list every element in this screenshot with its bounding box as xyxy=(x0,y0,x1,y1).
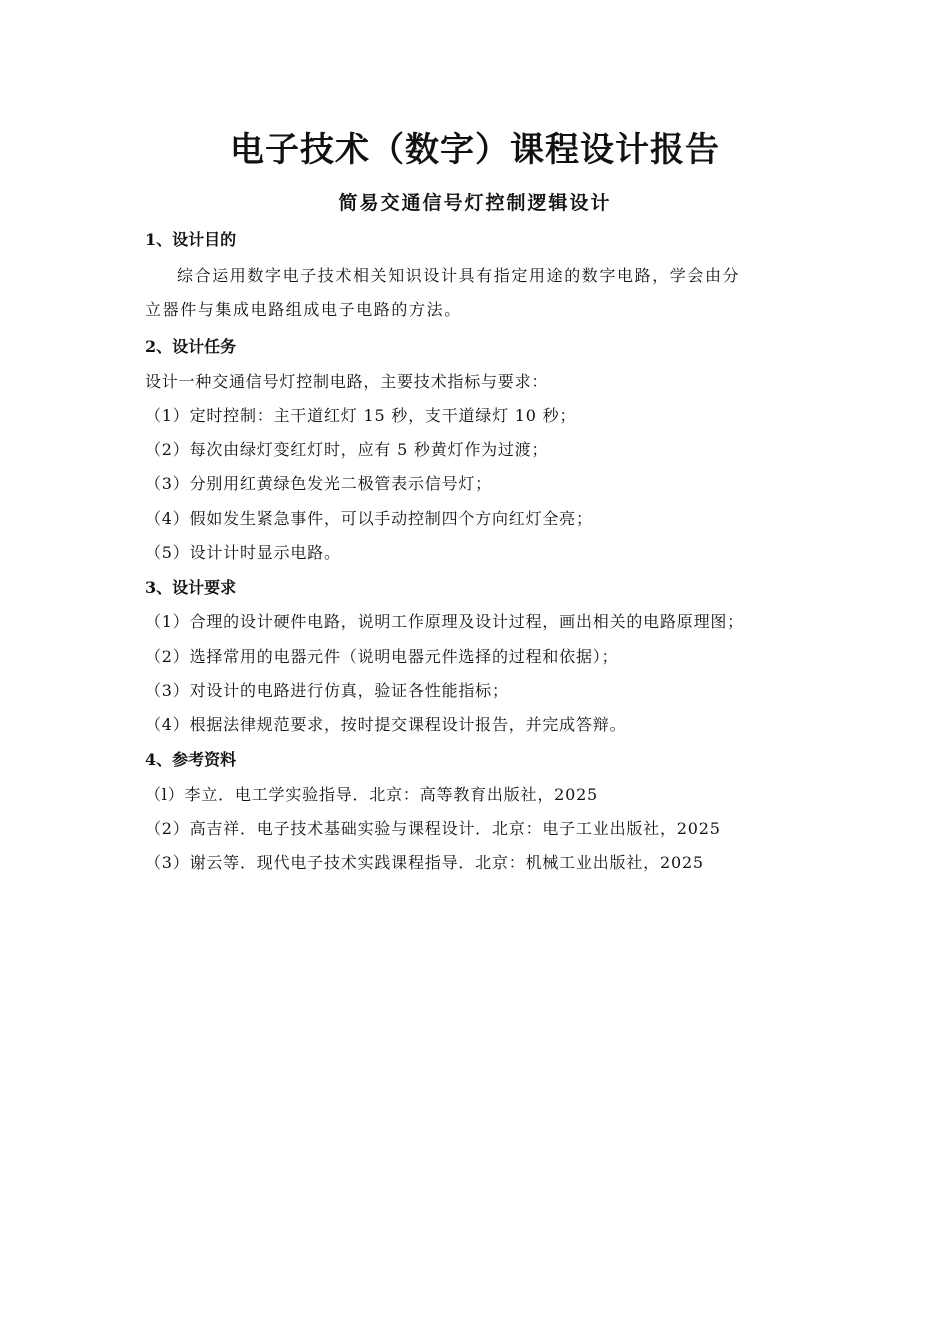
list-item: （1）合理的设计硬件电路，说明工作原理及设计过程，画出相关的电路原理图； xyxy=(145,612,744,631)
list-item: （2）每次由绿灯变红灯时，应有 5 秒黄灯作为过渡； xyxy=(145,440,549,459)
reference-item: （l）李立．电工学实验指导．北京：高等教育出版社，2025 xyxy=(145,785,599,804)
list-item: （5）设计计时显示电路。 xyxy=(145,543,341,562)
section-heading-references: 4、参考资料 xyxy=(145,750,237,769)
list-item: （3）分别用红黄绿色发光二极管表示信号灯； xyxy=(145,474,492,493)
task-intro: 设计一种交通信号灯控制电路，主要技术指标与要求： xyxy=(145,372,549,391)
list-item: （4）假如发生紧急事件，可以手动控制四个方向红灯全亮； xyxy=(145,509,593,528)
section-heading-requirements: 3、设计要求 xyxy=(145,578,237,597)
paragraph-line: 立器件与集成电路组成电子电路的方法。 xyxy=(145,300,462,319)
page-title: 电子技术（数字）课程设计报告 xyxy=(230,130,720,170)
list-item: （4）根据法律规范要求，按时提交课程设计报告，并完成答辩。 xyxy=(145,715,627,734)
section-heading-task: 2、设计任务 xyxy=(145,337,237,356)
section-heading-purpose: 1、设计目的 xyxy=(145,230,237,249)
page-subtitle: 简易交通信号灯控制逻辑设计 xyxy=(338,192,612,214)
reference-item: （2）高吉祥．电子技术基础实验与课程设计．北京：电子工业出版社，2025 xyxy=(145,819,721,838)
paragraph-line: 综合运用数字电子技术相关知识设计具有指定用途的数字电路，学会由分 xyxy=(177,266,741,285)
list-item: （1）定时控制：主干道红灯 15 秒，支干道绿灯 10 秒； xyxy=(145,406,577,425)
list-item: （2）选择常用的电器元件（说明电器元件选择的过程和依据）； xyxy=(145,647,619,666)
list-item: （3）对设计的电路进行仿真，验证各性能指标； xyxy=(145,681,509,700)
reference-item: （3）谢云等．现代电子技术实践课程指导．北京：机械工业出版社，2025 xyxy=(145,853,704,872)
